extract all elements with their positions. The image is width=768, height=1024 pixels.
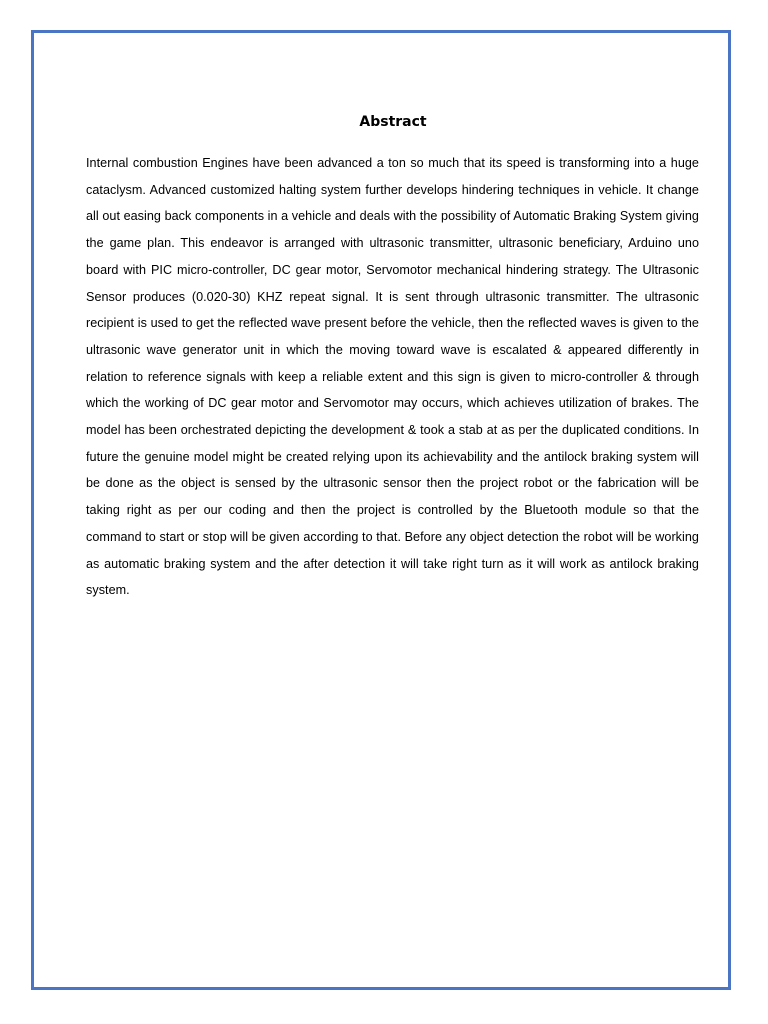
abstract-heading: Abstract: [359, 114, 427, 130]
abstract-body: Internal combustion Engines have been advanced a ton so much that its speed is transforming into a huge cataclysm. Advanced customized halting system further develops hindering techniques in vehicle. It change all out easing back components in a vehicle and deals with the possibility of Automatic Braking System giving the game plan. This endeavor is arranged with ultrasonic transmitter, ultrasonic beneficiary, Arduino uno board with PIC micro-controller, DC gear motor, Servomotor mechanical hindering strategy. The Ultrasonic Sensor produces (0.020-30) KHZ repeat signal. It is sent through ultrasonic transmitter. The ultrasonic recipient is used to get the reflected wave present before the vehicle, then the reflected waves is given to the ultrasonic wave generator unit in which the moving toward wave is escalated & appeared differently in relation to reference signals with keep a reliable extent and this sign is given to micro-controller & through which the working of DC gear motor and Servomotor may occurs, which achieves utilization of brakes. The model has been orchestrated depicting the development & took a stab at as per the duplicated conditions. In future the genuine model might be created relying upon its achievability and the antilock braking system will be done as the object is sensed by the ultrasonic sensor then the project robot or the fabrication will be taking right as per our coding and then the project is controlled by the Bluetooth module so that the command to start or stop will be given according to that. Before any object detection the robot will be working as automatic braking system and the after detection it will take right turn as it will work as antilock braking system.: [86, 156, 699, 598]
